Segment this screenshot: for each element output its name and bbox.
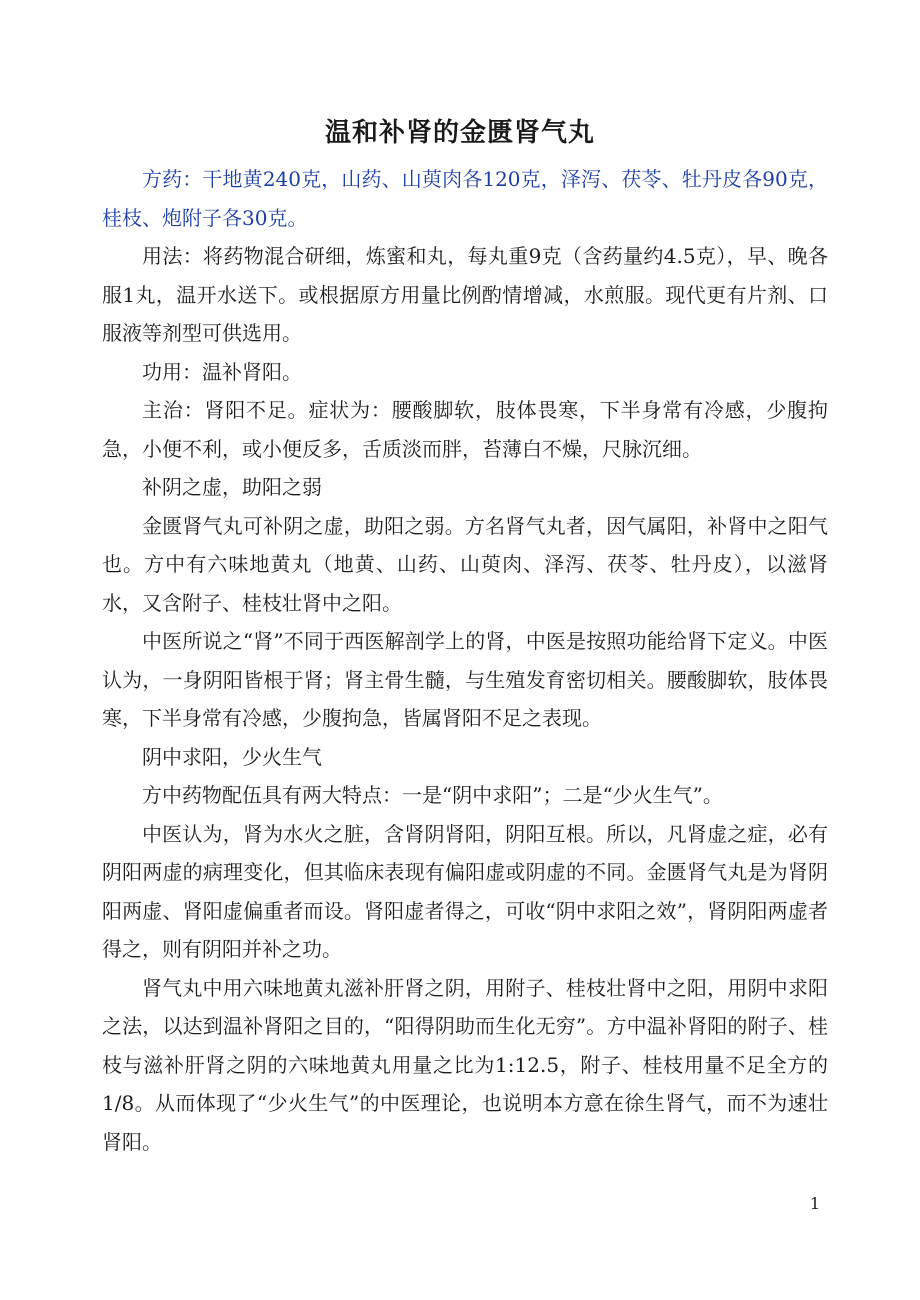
paragraph-kidney-concept: 中医所说之“肾”不同于西医解剖学上的肾，中医是按照功能给肾下定义。中医认为，一身阴阳皆根于肾；肾主骨生髓，与生殖发育密切相关。腰酸脚软，肢体畏寒，下半身常有冷感，少腹拘急，皆属肾阳不足之表现。 (102, 629, 828, 730)
paragraph-usage: 用法：将药物混合研细，炼蜜和丸，每丸重9克（含药量约4.5克），早、晚各服1丸，温开水送下。或根据原方用量比例酌情增减，水煎服。现代更有片剂、口服液等剂型可供选用。 (102, 244, 828, 345)
paragraph-dosage-ratio: 肾气丸中用六味地黄丸滋补肝肾之阴，用附子、桂枝壮肾中之阳，用阴中求阳之法，以达到温补肾阳之目的，“阳得阴助而生化无穷”。方中温补肾阳的附子、桂枝与滋补肝肾之阴的六味地黄丸用量之比为1:12.5，附子、桂枝用量不足全方的1/8。从而体现了“少火生气”的中医理论，也说明本方意在徐生肾气，而不为速壮肾阳。 (102, 975, 828, 1154)
document-body (102, 160, 828, 1161)
section-heading-yin-yang: 补阴之虚，助阳之弱 (142, 475, 322, 499)
paragraph-formula-explanation: 金匮肾气丸可补阴之虚，助阳之弱。方名肾气丸者，因气属阳，补肾中之阳气也。方中有六味地黄丸（地黄、山药、山萸肉、泽泻、茯苓、牡丹皮），以滋肾水，又含附子、桂枝壮肾中之阳。 (102, 513, 828, 615)
page-number: 1 (809, 1194, 820, 1213)
paragraph-indications: 主治：肾阳不足。症状为：腰酸脚软，肢体畏寒，下半身常有冷感，少腹拘急，小便不利，或小便反多，舌质淡而胖，苔薄白不燥，尺脉沉细。 (102, 398, 828, 461)
paragraph-function: 功用：温补肾阳。 (142, 359, 302, 384)
paragraph-yin-yang-theory: 中医认为，肾为水火之脏，含肾阴肾阳，阴阳互根。所以，凡肾虚之症，必有阴阳两虚的病理变化，但其临床表现有偏阳虚或阴虚的不同。金匮肾气丸是为肾阴阳两虚、肾阳虚偏重者而设。肾阳虚者得之，可收“阴中求阳之效”，肾阴阳两虚者得之，则有阴阳并补之功。 (102, 821, 828, 961)
paragraph-ingredients: 方药：干地黄240克，山药、山萸肉各120克，泽泻、茯苓、牡丹皮各90克，桂枝、炮附子各30克。 (102, 167, 828, 230)
paragraph-features: 方中药物配伍具有两大特点：一是“阴中求阳”；二是“少火生气”。 (142, 783, 723, 807)
document-title: 温和补肾的金匮肾气丸 (324, 118, 595, 148)
section-heading-fire: 阴中求阳，少火生气 (142, 744, 322, 769)
